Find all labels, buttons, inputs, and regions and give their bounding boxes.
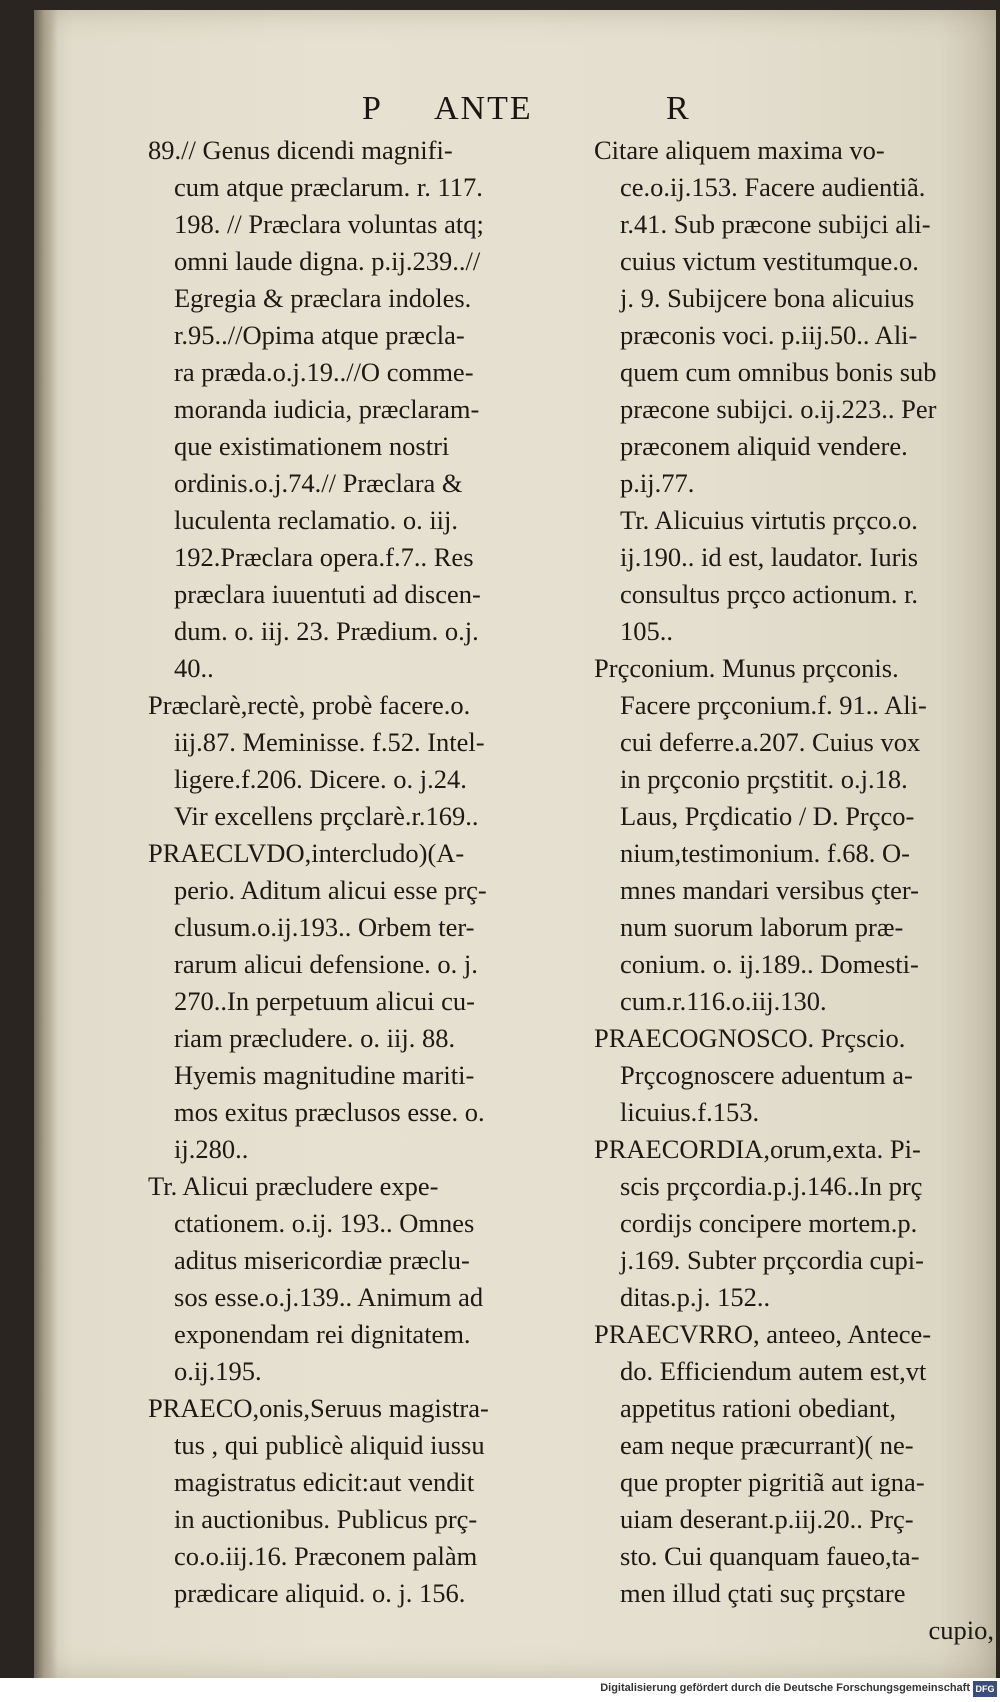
text-line: riam præcludere. o. iij. 88. [174, 1023, 456, 1053]
text-line: r.41. Sub præcone subijci ali- [620, 209, 931, 239]
text-line: cupio, [928, 1615, 994, 1645]
text-line: dum. o. iij. 23. Prædium. o.j. [174, 616, 479, 646]
text-line: mos exitus præclusos esse. o. [174, 1097, 485, 1127]
text-line: PRAECO,onis,Seruus magistra- [148, 1393, 489, 1423]
text-line: r.95..//Opima atque præcla- [174, 320, 465, 350]
footer-credit: Digitalisierung gefördert durch die Deutsche Forschungsgemeinschaft [600, 1682, 970, 1694]
text-line: Prçconium. Munus prçconis. [594, 653, 899, 683]
text-line: j. 9. Subijcere bona alicuius [620, 283, 915, 313]
text-line: Citare aliquem maxima vo- [594, 135, 885, 165]
text-line: conium. o. ij.189.. Domesti- [620, 949, 919, 979]
text-line: p.ij.77. [620, 468, 695, 498]
text-line: 105.. [620, 616, 673, 646]
text-line: ce.o.ij.153. Facere audientiã. [620, 172, 926, 202]
text-line: magistratus edicit:aut vendit [174, 1467, 475, 1497]
text-line: licuius.f.153. [620, 1097, 760, 1127]
text-line: iij.87. Meminisse. f.52. Intel- [174, 727, 485, 757]
text-line: ij.280.. [174, 1134, 249, 1164]
text-line: præconem aliquid vendere. [620, 431, 908, 461]
text-line: prædicare aliquid. o. j. 156. [174, 1578, 466, 1608]
text-line: in auctionibus. Publicus prç- [174, 1504, 478, 1534]
text-line: præclara iuuentuti ad discen- [174, 579, 481, 609]
text-line: sto. Cui quanquam faueo,ta- [620, 1541, 920, 1571]
text-line: 192.Præclara opera.f.7.. Res [174, 542, 474, 572]
dfg-logo-icon: DFG [973, 1681, 997, 1697]
text-line: ctationem. o.ij. 193.. Omnes [174, 1208, 475, 1238]
text-line: 198. // Præclara voluntas atq; [174, 209, 484, 239]
left-column [148, 132, 588, 1612]
text-line: ligere.f.206. Dicere. o. j.24. [174, 764, 467, 794]
text-line: 40.. [174, 653, 214, 683]
text-line: PRAECOGNOSCO. Prçscio. [594, 1023, 906, 1053]
text-line: PRAECORDIA,orum,exta. Pi- [594, 1134, 921, 1164]
text-line: Hyemis magnitudine mariti- [174, 1060, 475, 1090]
footer-bar [0, 1678, 1000, 1702]
text-line: PRAECVRRO, anteeo, Antece- [594, 1319, 932, 1349]
text-line: uiam deserant.p.iij.20.. Prç- [620, 1504, 914, 1534]
text-line: cum.r.116.o.iij.130. [620, 986, 827, 1016]
text-line: ij.190.. id est, laudator. Iuris [620, 542, 919, 572]
text-line: omni laude digna. p.ij.239..// [174, 246, 481, 276]
text-line: rarum alicui defensione. o. j. [174, 949, 478, 979]
text-line: PRAECLVDO,intercludo)(A- [148, 838, 465, 868]
book-page [34, 10, 996, 1678]
text-line: nium,testimonium. f.68. O- [620, 838, 911, 868]
running-header [34, 90, 996, 136]
text-line: appetitus rationi obediant, [620, 1393, 896, 1423]
text-line: 270..In perpetuum alicui cu- [174, 986, 475, 1016]
text-line: luculenta reclamatio. o. iij. [174, 505, 459, 535]
text-line: cum atque præclarum. r. 117. [174, 172, 483, 202]
text-line: moranda iudicia, præclaram- [174, 394, 480, 424]
text-line: consultus prçco actionum. r. [620, 579, 919, 609]
text-line: Egregia & præclara indoles. [174, 283, 472, 313]
text-line: Laus, Prçdicatio / D. Prçco- [620, 801, 915, 831]
text-line: cordijs concipere mortem.p. [620, 1208, 918, 1238]
text-line: aditus misericordiæ præclu- [174, 1245, 470, 1275]
text-line: do. Efficiendum autem est,vt [620, 1356, 927, 1386]
text-line: que existimationem nostri [174, 431, 450, 461]
text-line: perio. Aditum alicui esse prç- [174, 875, 487, 905]
text-line: Præclarè,rectè, probè facere.o. [148, 690, 471, 720]
text-line: scis prçcordia.p.j.146..In prç [620, 1171, 923, 1201]
text-line: men illud çtati suç prçstare [620, 1578, 906, 1608]
header-center-word: ANTE [434, 90, 533, 127]
header-right-letter: R [666, 90, 691, 127]
text-line: mnes mandari versibus çter- [620, 875, 919, 905]
page-gutter-shadow [34, 10, 58, 1678]
text-line: cuius victum vestitumque.o. [620, 246, 919, 276]
text-line: 89.// Genus dicendi magnifi- [148, 135, 453, 165]
text-line: clusum.o.ij.193.. Orbem ter- [174, 912, 475, 942]
text-line: que propter pigritiã aut igna- [620, 1467, 925, 1497]
text-line: quem cum omnibus bonis sub [620, 357, 937, 387]
text-line: co.o.iij.16. Præconem palàm [174, 1541, 478, 1571]
text-line: tus , qui publicè aliquid iussu [174, 1430, 485, 1460]
text-line: sos esse.o.j.139.. Animum ad [174, 1282, 484, 1312]
text-line: j.169. Subter prçcordia cupi- [620, 1245, 924, 1275]
text-line: Tr. Alicui præcludere expe- [148, 1171, 439, 1201]
text-line: ra præda.o.j.19..//O comme- [174, 357, 474, 387]
text-line: ditas.p.j. 152.. [620, 1282, 771, 1312]
text-line: Tr. Alicuius virtutis prçco.o. [620, 505, 918, 535]
text-line: num suorum laborum præ- [620, 912, 904, 942]
text-line: cui deferre.a.207. Cuius vox [620, 727, 921, 757]
header-left-letter: P [362, 90, 383, 127]
text-line: præconis voci. p.iij.50.. Ali- [620, 320, 918, 350]
text-line: Vir excellens prçclarè.r.169.. [174, 801, 479, 831]
text-line: in prçconio prçstitit. o.j.18. [620, 764, 908, 794]
text-line: ordinis.o.j.74.// Præclara & [174, 468, 463, 498]
text-line: o.ij.195. [174, 1356, 262, 1386]
text-line: Facere prçconium.f. 91.. Ali- [620, 690, 927, 720]
right-column [594, 132, 994, 1649]
text-line: exponendam rei dignitatem. [174, 1319, 471, 1349]
text-line: Prçcognoscere aduentum a- [620, 1060, 913, 1090]
text-line: eam neque præcurrant)( ne- [620, 1430, 914, 1460]
text-line: præcone subijci. o.ij.223.. Per [620, 394, 937, 424]
